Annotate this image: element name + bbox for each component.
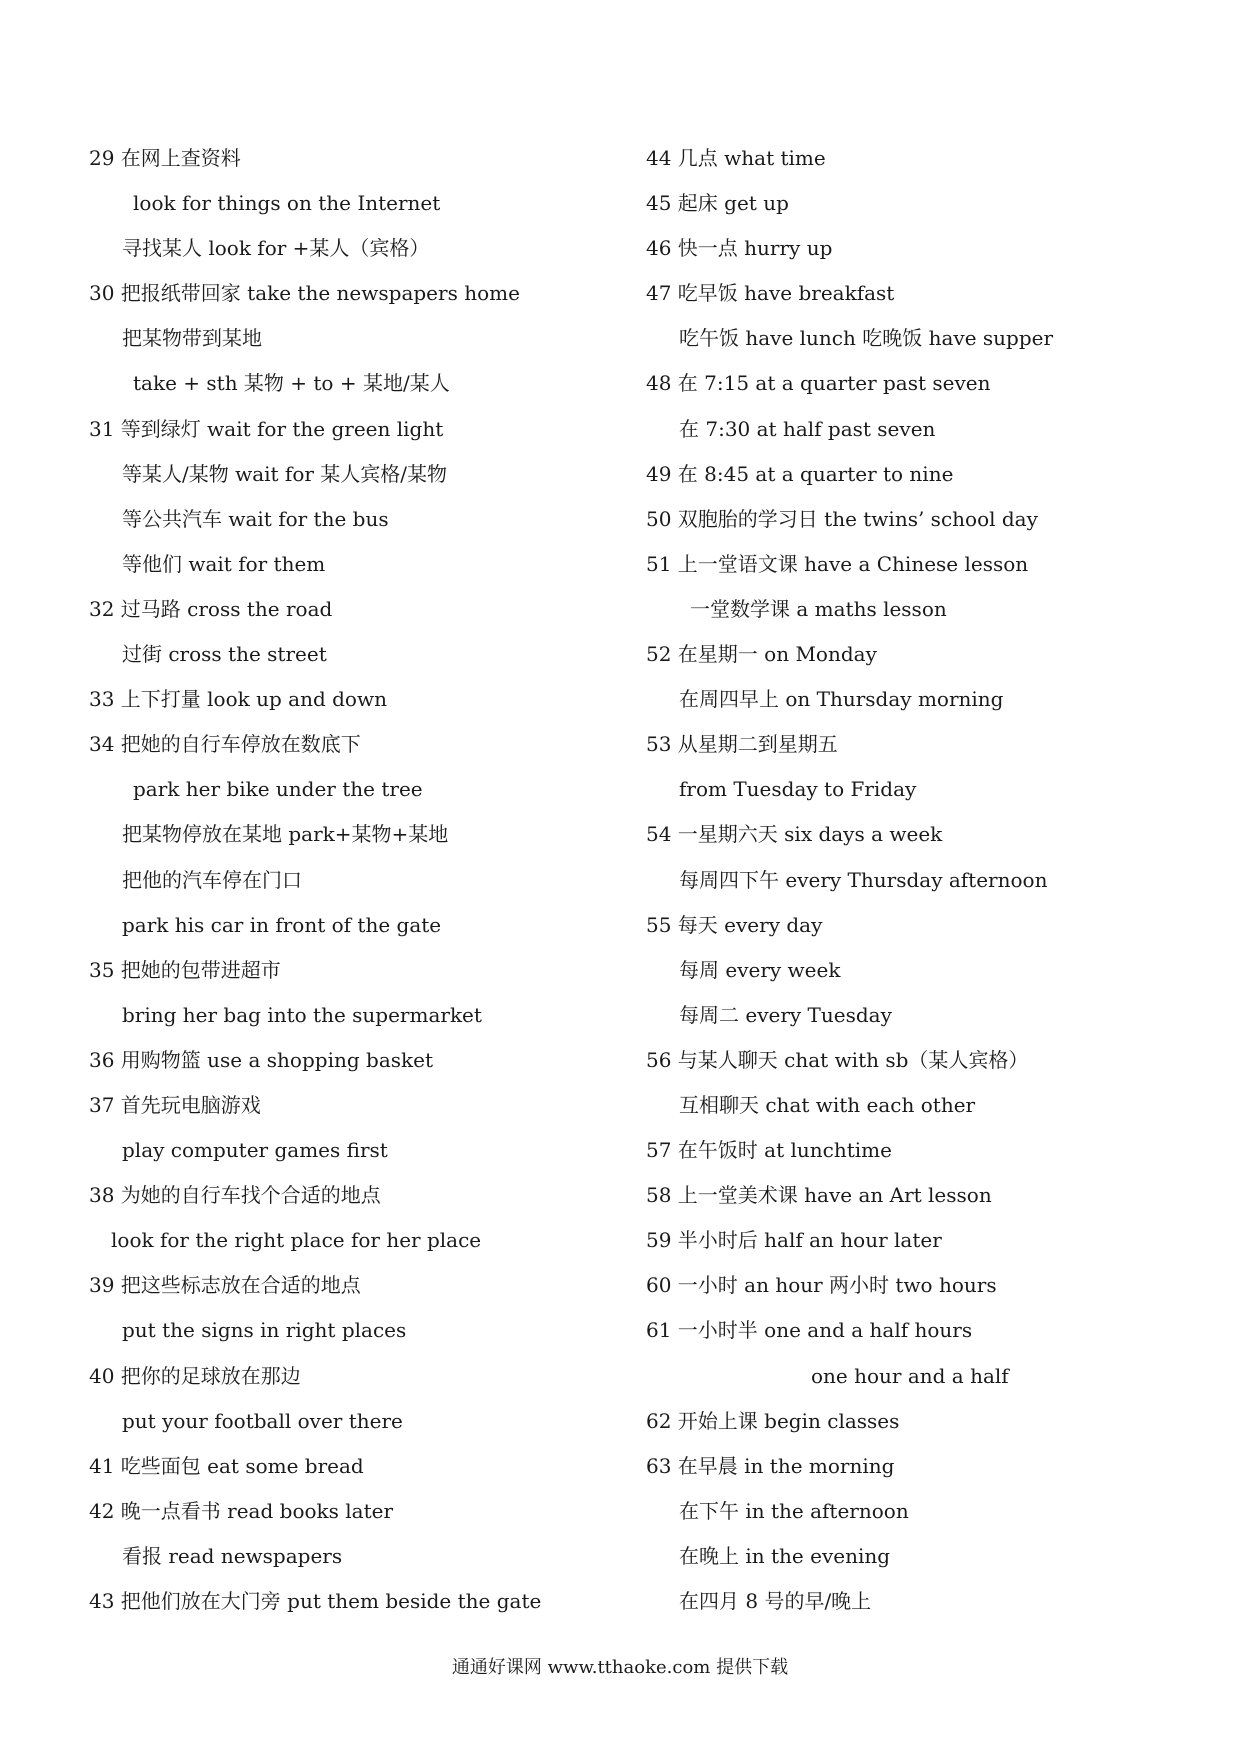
- right-entry-line: 54 一星期六天 six days a week: [646, 822, 943, 847]
- left-entry-line: 寻找某人 look for +某人（宾格）: [122, 236, 430, 261]
- left-entry-line: park her bike under the tree: [133, 777, 423, 802]
- left-entry-line: 29 在网上查资料: [89, 146, 241, 170]
- right-entry-line: 57 在午饭时 at lunchtime: [646, 1138, 892, 1163]
- right-entry-line: 一堂数学课 a maths lesson: [690, 596, 947, 621]
- right-entry-line: 在晚上 in the evening: [679, 1543, 891, 1568]
- left-entry-line: 41 吃些面包 eat some bread: [89, 1453, 364, 1478]
- right-entry-line: 63 在早晨 in the morning: [646, 1453, 895, 1478]
- left-entry-line: park his car in front of the gate: [122, 912, 442, 937]
- right-entry-line: 在 7:30 at half past seven: [679, 416, 936, 441]
- left-entry-line: 32 过马路 cross the road: [89, 596, 333, 621]
- right-entry-line: 58 上一堂美术课 have an Art lesson: [646, 1183, 992, 1208]
- left-entry-line: 34 把她的自行车停放在数底下: [89, 732, 361, 757]
- left-entry-line: 把某物停放在某地 park+某物+某地: [122, 822, 449, 847]
- right-entry-line: 46 快一点 hurry up: [646, 236, 833, 261]
- right-entry-line: 60 一小时 an hour 两小时 two hours: [646, 1273, 997, 1298]
- right-column: [646, 143, 1186, 1631]
- right-entry-line: 每周 every week: [679, 957, 841, 982]
- left-entry-line: 31 等到绿灯 wait for the green light: [89, 416, 444, 441]
- left-entry-line: 过街 cross the street: [122, 642, 327, 667]
- left-entry-line: 等他们 wait for them: [122, 551, 326, 576]
- left-entry-line: put the signs in right places: [122, 1318, 407, 1343]
- left-entry-line: 30 把报纸带回家 take the newspapers home: [89, 281, 520, 306]
- left-entry-line: 38 为她的自行车找个合适的地点: [89, 1183, 381, 1208]
- left-entry-line: look for things on the Internet: [133, 191, 441, 216]
- left-entry-line: 33 上下打量 look up and down: [89, 687, 387, 712]
- left-entry-line: 35 把她的包带进超市: [89, 957, 281, 982]
- right-entry-line: 51 上一堂语文课 have a Chinese lesson: [646, 551, 1029, 576]
- right-entry-line: 吃午饭 have lunch 吃晚饭 have supper: [679, 326, 1054, 351]
- left-entry-line: put your football over there: [122, 1408, 403, 1433]
- right-entry-line: 45 起床 get up: [646, 191, 789, 216]
- left-entry-line: play computer games first: [122, 1138, 388, 1163]
- left-entry-line: 42 晚一点看书 read books later: [89, 1498, 394, 1523]
- right-entry-line: 互相聊天 chat with each other: [679, 1092, 976, 1117]
- right-entry-line: 每周四下午 every Thursday afternoon: [679, 867, 1048, 892]
- left-entry-line: 看报 read newspapers: [122, 1543, 343, 1568]
- left-entry-line: 39 把这些标志放在合适的地点: [89, 1273, 361, 1298]
- right-entry-line: 44 几点 what time: [646, 146, 826, 170]
- right-entry-line: 55 每天 every day: [646, 912, 823, 937]
- right-entry-line: 在四月 8 号的早/晚上: [679, 1589, 872, 1613]
- right-entry-line: one hour and a half: [811, 1363, 1009, 1388]
- left-entry-line: 40 把你的足球放在那边: [89, 1363, 301, 1388]
- right-entry-line: 48 在 7:15 at a quarter past seven: [646, 371, 991, 396]
- right-entry-line: 49 在 8:45 at a quarter to nine: [646, 461, 954, 486]
- right-entry-line: 每周二 every Tuesday: [679, 1002, 892, 1027]
- left-entry-line: 37 首先玩电脑游戏: [89, 1092, 261, 1117]
- left-entry-line: 等公共汽车 wait for the bus: [122, 506, 389, 531]
- left-entry-line: 43 把他们放在大门旁 put them beside the gate: [89, 1589, 542, 1613]
- right-entry-line: 47 吃早饭 have breakfast: [646, 281, 895, 306]
- footer-text: 通通好课网 www.tthaoke.com 提供下载: [451, 1657, 789, 1678]
- right-entry-line: from Tuesday to Friday: [679, 777, 917, 802]
- left-entry-line: 36 用购物篮 use a shopping basket: [89, 1047, 433, 1072]
- right-entry-line: 52 在星期一 on Monday: [646, 642, 877, 667]
- left-entry-line: take + sth 某物 + to + 某地/某人: [133, 371, 450, 396]
- left-entry-line: 把某物带到某地: [122, 326, 262, 351]
- left-entry-line: bring her bag into the supermarket: [122, 1002, 482, 1027]
- right-entry-line: 61 一小时半 one and a half hours: [646, 1318, 973, 1343]
- right-entry-line: 56 与某人聊天 chat with sb（某人宾格）: [646, 1047, 1029, 1072]
- right-entry-line: 59 半小时后 half an hour later: [646, 1228, 942, 1253]
- right-entry-line: 53 从星期二到星期五: [646, 732, 838, 757]
- right-entry-line: 在下午 in the afternoon: [679, 1498, 909, 1523]
- right-entry-line: 62 开始上课 begin classes: [646, 1408, 900, 1433]
- left-entry-line: 等某人/某物 wait for 某人宾格/某物: [122, 461, 448, 486]
- right-entry-line: 在周四早上 on Thursday morning: [679, 687, 1004, 712]
- left-entry-line: look for the right place for her place: [111, 1228, 482, 1253]
- left-column: [89, 143, 629, 1631]
- right-entry-line: 50 双胞胎的学习日 the twins’ school day: [646, 506, 1038, 531]
- left-entry-line: 把他的汽车停在门口: [122, 867, 302, 892]
